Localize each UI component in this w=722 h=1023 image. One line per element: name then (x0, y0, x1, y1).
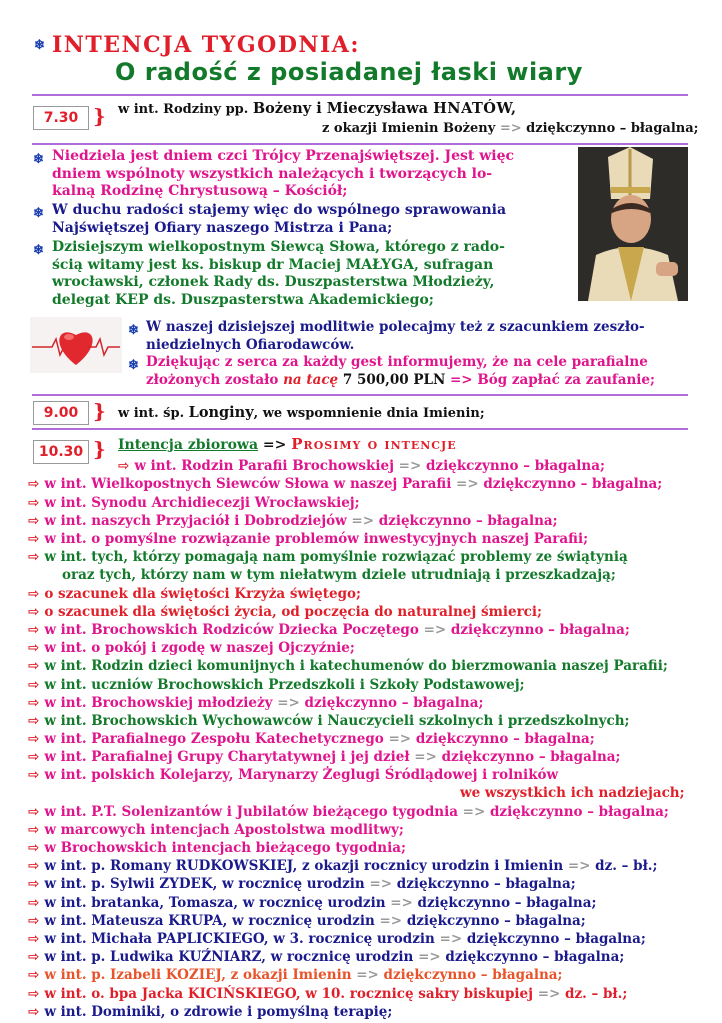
announcement-5-amount: 7 500,00 PLN (338, 371, 450, 388)
intention-item (28, 967, 563, 983)
arrow-symbol: => (456, 476, 479, 492)
divider (32, 94, 688, 96)
brace-icon: } (93, 104, 106, 128)
intention-text: w int. Mateusza KRUPA, w rocznicę urodzin (44, 913, 380, 929)
divider (32, 428, 688, 430)
arrow-symbol: => (277, 695, 300, 711)
intention-item (28, 677, 525, 693)
mass-730-prefix: w int. Rodziny pp. (118, 102, 253, 117)
mass-730-line2 (322, 121, 698, 136)
snowflake-icon: ❄ (34, 38, 45, 53)
intention-type: dziękczynno – błagalna; (411, 731, 595, 747)
intention-text: w int. naszych Przyjaciół i Dobrodziejów (44, 513, 352, 529)
arrow-right-icon: ⇨ (28, 531, 40, 547)
arrow-symbol: => (537, 986, 561, 1002)
mass-730-names: Bożeny i Mieczysława (252, 100, 434, 117)
intention-item (28, 658, 668, 674)
arrow-symbol: => (388, 731, 412, 747)
arrow-symbol: => (398, 458, 422, 474)
collective-intention (118, 435, 457, 453)
intention-item (28, 513, 558, 529)
bishop-photo (578, 147, 688, 301)
intention-item (28, 895, 596, 911)
collective-label: Intencja zbiorowa (118, 437, 259, 453)
intention-item (28, 640, 355, 656)
intention-text: w int. uczniów Brochowskich Przedszkoli i Szkoły Podstawowej; (44, 677, 525, 693)
intention-item (28, 531, 588, 547)
intention-text: w int. Parafialnego Zespołu Katechetycznego (44, 731, 389, 747)
arrow-right-icon: ⇨ (28, 513, 40, 529)
intention-item (28, 931, 646, 947)
announcement-3-line: wrocławski, członek Rady ds. Duszpasterstwa Młodzieży, (52, 274, 495, 290)
intention-item (28, 549, 628, 565)
arrow-right-icon: ⇨ (28, 749, 40, 765)
intention-item (460, 785, 685, 801)
arrow-symbol: => (356, 967, 379, 983)
collective-request: Prosimy o intencje (291, 435, 457, 453)
mass-900-suffix: , we wspomnienie dnia Imienin; (253, 406, 485, 421)
arrow-right-icon: ⇨ (28, 549, 40, 565)
intention-text: w Brochowskich intencjach bieżącego tygodnia; (44, 840, 406, 856)
announcement-3 (52, 239, 505, 309)
intention-text: w int. Synodu Archidiecezji Wrocławskiej; (44, 495, 360, 511)
snowflake-icon: ❄ (128, 358, 139, 373)
intention-type: dziękczynno – błagalna; (485, 804, 669, 820)
arrow-right-icon: ⇨ (28, 495, 40, 511)
intention-text: w int. p. Izabeli KOZIEJ, z okazji Imienin (44, 967, 357, 983)
announcement-2-line: W duchu radości stajemy więc do wspólnego sprawowania (52, 202, 507, 218)
arrow-right-icon: ⇨ (28, 677, 40, 693)
arrow-right-icon: ⇨ (28, 713, 40, 729)
mass-730-type: dziękczynno – błagalna; (521, 121, 699, 136)
announcement-5-thanks: => Bóg zapłać za zaufanie; (450, 371, 656, 388)
intention-text: w int. Brochowskiej młodzieży (44, 695, 278, 711)
intention-item (28, 495, 360, 511)
mass-730-line1 (118, 100, 517, 117)
arrow-right-icon: ⇨ (28, 840, 40, 856)
arrow-symbol: => (499, 121, 522, 136)
intention-text: w int. Brochowskich Rodziców Dziecka Poczętego (44, 622, 424, 638)
intention-text: w int. Parafialnej Grupy Charytatywnej i jej dzieł (44, 749, 415, 765)
announcement-4-line: W naszej dzisiejszej modlitwie polecajmy też z szacunkiem zeszło- (146, 319, 645, 335)
divider (32, 394, 688, 396)
arrow-symbol: => (379, 913, 403, 929)
intention-item (62, 567, 616, 583)
intention-text: w int. Rodzin Parafii Brochowskiej (134, 458, 399, 474)
intention-item (28, 476, 662, 492)
arrow-symbol: => (462, 804, 486, 820)
intention-type: dz. – bł.; (560, 986, 628, 1002)
arrow-symbol: => (423, 622, 447, 638)
intention-type: dziękczynno – błagalna; (392, 876, 576, 892)
divider (32, 143, 688, 145)
intention-type: dziękczynno – błagalna; (378, 967, 563, 983)
brace-icon: } (93, 399, 106, 423)
intention-item (28, 804, 669, 820)
brace-icon: } (93, 437, 106, 461)
mass-900-prefix: w int. śp. (118, 406, 189, 421)
intention-item (28, 1004, 392, 1020)
intention-text: w int. p. Ludwika KUŹNIARZ, w rocznicę urodzin (44, 949, 419, 965)
arrow-right-icon: ⇨ (28, 658, 40, 674)
snowflake-icon: ❄ (33, 206, 44, 221)
heart-pulse-icon (30, 317, 122, 373)
intention-text: w int. Brochowskich Wychowawców i Nauczycieli szkolnych i przedszkolnych; (44, 713, 630, 729)
mass-730-surname: HNATÓW, (433, 100, 517, 117)
intention-type: dz. – bł.; (590, 858, 658, 874)
intention-text: o szacunek dla świętości Krzyża świętego; (44, 586, 362, 602)
intention-text: w int. p. Sylwii ZYDEK, w rocznicę urodzin (44, 876, 370, 892)
mass-time-730: 7.30 (33, 106, 89, 130)
announcement-1 (52, 148, 514, 201)
intention-type: dziękczynno – błagalna; (374, 513, 558, 529)
intention-text: w int. o pokój i zgodę w naszej Ojczyźnie; (44, 640, 355, 656)
arrow-symbol: => (418, 949, 441, 965)
arrow-right-icon: ⇨ (28, 767, 40, 783)
arrow-symbol: => (258, 437, 292, 453)
intention-text: w int. Michała PAPLICKIEGO, w 3. rocznicę urodzin (44, 931, 440, 947)
arrow-right-icon: ⇨ (28, 640, 40, 656)
intention-text: w marcowych intencjach Apostolstwa modlitwy; (44, 822, 404, 838)
intention-text: w int. P.T. Solenizantów i Jubilatów bieżącego tygodnia (44, 804, 463, 820)
intention-text: w int. o pomyślne rozwiązanie problemów inwestycyjnych naszej Parafii; (44, 531, 589, 547)
intention-text: w int. bratanka, Tomasza, w rocznicę urodzin (44, 895, 391, 911)
intention-item (28, 949, 624, 965)
arrow-right-icon: ⇨ (28, 876, 40, 892)
arrow-right-icon: ⇨ (28, 622, 40, 638)
announcement-1-line: Niedziela jest dniem czci Trójcy Przenajświętszej. Jest więc (52, 148, 515, 164)
intention-item (28, 586, 361, 602)
announcement-3-line: Dzisiejszym wielkopostnym Siewcą Słowa, którego z rado- (52, 239, 505, 255)
arrow-right-icon: ⇨ (28, 967, 40, 983)
announcement-3-line: delegat KEP ds. Duszpasterstwa Akademickiego; (52, 291, 434, 308)
arrow-right-icon: ⇨ (28, 586, 40, 602)
intention-item (118, 458, 605, 474)
announcement-5-text: złożonych zostało (146, 371, 284, 388)
arrow-right-icon: ⇨ (28, 1004, 40, 1020)
intention-type: dziękczynno – błagalna; (462, 931, 646, 947)
intention-item (28, 876, 576, 892)
intention-text: w int. p. Romany RUDKOWSKIEJ, z okazji rocznicy urodzin i Imienin (44, 858, 568, 874)
snowflake-icon: ❄ (33, 152, 44, 167)
intention-text: w int. Rodzin dzieci komunijnych i katechumenów do bierzmowania naszej Parafii; (44, 658, 668, 674)
arrow-right-icon: ⇨ (28, 822, 40, 838)
mass-time-900: 9.00 (33, 401, 89, 425)
snowflake-icon: ❄ (33, 243, 44, 258)
intention-item (28, 749, 621, 765)
announcement-1-line: kalną Rodzinę Chrystusową – Kościół; (52, 183, 348, 199)
arrow-symbol: => (414, 749, 437, 765)
intention-text: w int. Dominiki, o zdrowie i pomyślną terapię; (44, 1004, 393, 1020)
intention-type: dziękczynno – błagalna; (436, 749, 621, 765)
intention-type: dziękczynno – błagalna; (421, 458, 605, 474)
intention-text: w int. polskich Kolejarzy, Marynarzy Żeglugi Śródlądowej i rolników (44, 767, 559, 783)
arrow-symbol: => (567, 858, 591, 874)
bishop-illustration (578, 147, 688, 301)
intention-item (28, 767, 558, 783)
intention-item (28, 695, 483, 711)
announcement-2-line: Najświętszej Ofiary naszego Mistrza i Pana; (52, 219, 393, 236)
intention-item (28, 731, 595, 747)
intention-item (28, 822, 404, 838)
intention-type: dziękczynno – błagalna; (412, 895, 597, 911)
intention-item (28, 913, 586, 929)
announcement-5-line (146, 372, 655, 390)
intention-type: dziękczynno – błagalna; (299, 695, 484, 711)
intention-type: dziękczynno – błagalna; (478, 476, 663, 492)
announcement-1-line: dniem wspólnoty wszystkich należących i tworzących lo- (52, 165, 493, 182)
arrow-right-icon: ⇨ (28, 895, 40, 911)
intention-item (28, 858, 657, 874)
announcement-5-tray: na tacę (283, 371, 339, 388)
arrow-symbol: => (390, 895, 413, 911)
announcement-4-line: niedzielnych Ofiarodawców. (146, 336, 355, 353)
announcement-2 (52, 202, 506, 237)
announcement-3-line: ścią witamy jest ks. biskup dr Maciej MAŁYGA, sufragan (52, 256, 494, 273)
intention-text: w int. Wielkopostnych Siewców Słowa w naszej Parafii (44, 476, 457, 492)
intention-item (28, 986, 627, 1002)
snowflake-icon: ❄ (128, 323, 139, 338)
intention-item (28, 713, 630, 729)
intention-type: dziękczynno – błagalna; (402, 913, 586, 929)
arrow-symbol: => (351, 513, 375, 529)
arrow-right-icon: ⇨ (28, 949, 40, 965)
announcement-5-line: Dziękując z serca za każdy gest informujemy, że na cele parafialne (146, 354, 648, 370)
arrow-right-icon: ⇨ (28, 858, 40, 874)
arrow-right-icon: ⇨ (118, 458, 130, 474)
intention-item (28, 604, 542, 620)
intention-item (28, 840, 406, 856)
intention-text: w int. tych, którzy pomagają nam pomyślnie rozwiązać problemy ze świątynią (44, 549, 628, 565)
announcement-4 (146, 319, 645, 354)
mass-900-line (118, 404, 485, 421)
arrow-symbol: => (439, 931, 463, 947)
arrow-right-icon: ⇨ (28, 986, 40, 1002)
arrow-right-icon: ⇨ (28, 695, 40, 711)
mass-730-occasion: z okazji Imienin Bożeny (322, 121, 500, 136)
arrow-right-icon: ⇨ (28, 731, 40, 747)
arrow-right-icon: ⇨ (28, 604, 40, 620)
arrow-right-icon: ⇨ (28, 476, 40, 492)
arrow-right-icon: ⇨ (28, 913, 40, 929)
intention-item (28, 622, 630, 638)
intention-text: oraz tych, którzy nam w tym niełatwym dziele utrudniają i przeszkadzają; (62, 567, 616, 583)
intention-text: w int. o. bpa Jacka KICIŃSKIEGO, w 10. rocznicę sakry biskupiej (44, 986, 538, 1002)
intention-text: we wszystkich ich nadziejach; (460, 785, 685, 801)
mass-900-name: Longiny (188, 404, 254, 421)
page-title: INTENCJA TYGODNIA: (52, 32, 360, 58)
announcement-5 (146, 354, 655, 389)
arrow-right-icon: ⇨ (28, 931, 40, 947)
mass-time-1030: 10.30 (33, 440, 89, 464)
intention-type: dziękczynno – błagalna; (446, 622, 630, 638)
page-subtitle: O radość z posiadanej łaski wiary (115, 58, 583, 86)
intention-text: o szacunek dla świętości życia, od poczęcia do naturalnej śmierci; (44, 604, 543, 620)
arrow-right-icon: ⇨ (28, 804, 40, 820)
heart-image (30, 317, 122, 373)
arrow-symbol: => (369, 876, 393, 892)
intention-type: dziękczynno – błagalna; (440, 949, 625, 965)
